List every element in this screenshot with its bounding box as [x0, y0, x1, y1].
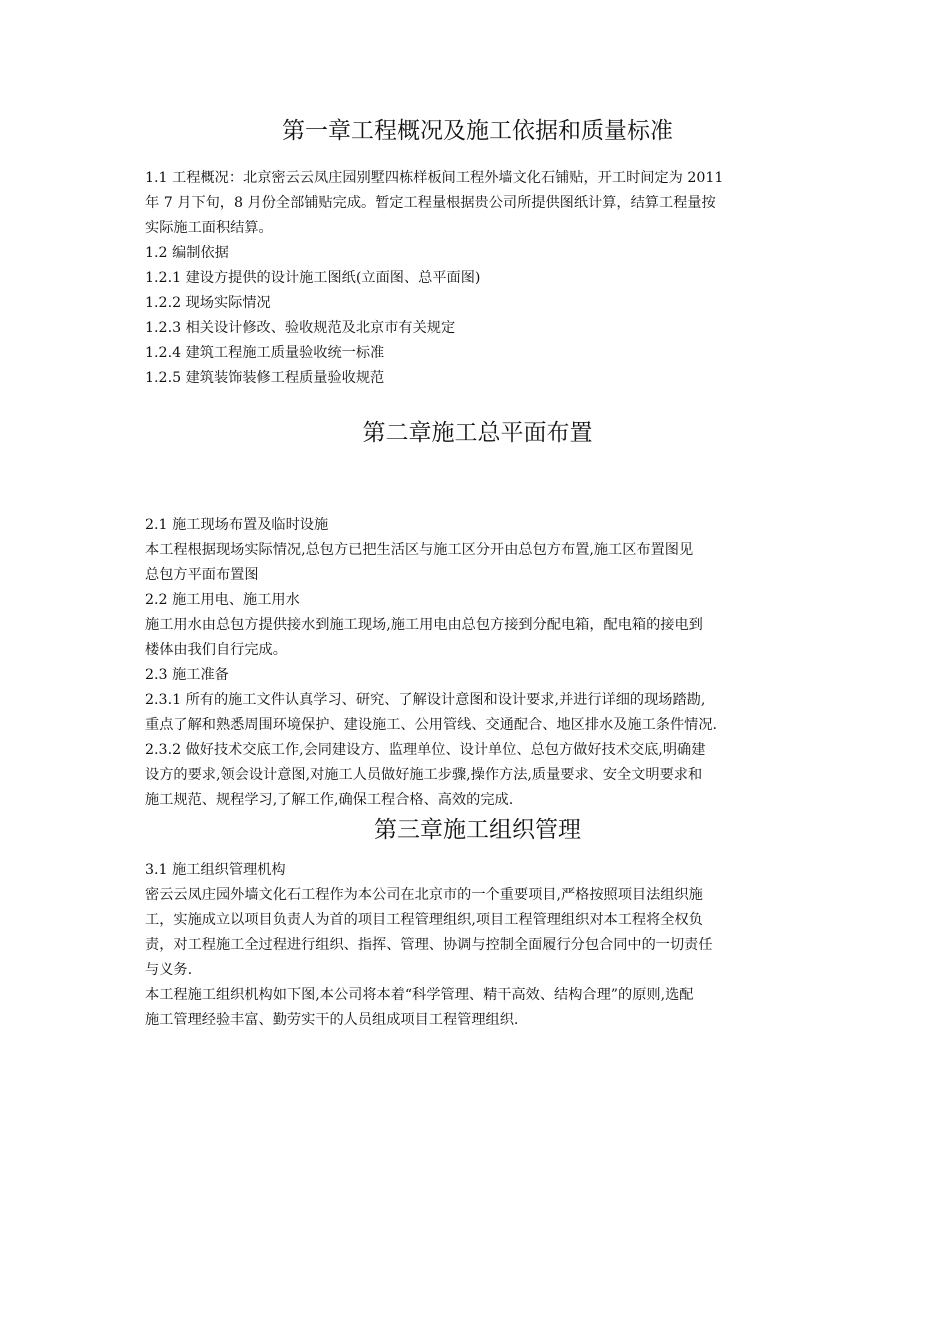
chapter-3-title: 第三章施工组织管理 [374, 817, 581, 843]
paragraph-line: 工，实施成立以项目负责人为首的项目工程管理组织,项目工程管理组织对本工程将全权负 [145, 912, 703, 928]
list-item: 1.2.2 现场实际情况 [145, 295, 271, 311]
section-heading: 2.2 施工用电、施工用水 [145, 592, 300, 608]
paragraph-line: 重点了解和熟悉周围环境保护、建设施工、公用管线、交通配合、地区排水及施工条件情况. [145, 717, 718, 733]
list-item: 1.2.1 建设方提供的设计施工图纸(立面图、总平面图) [145, 270, 481, 286]
paragraph-line: 施工用水由总包方提供接水到施工现场,施工用电由总包方接到分配电箱，配电箱的接电到 [145, 617, 703, 633]
section-heading: 2.1 施工现场布置及临时设施 [145, 517, 329, 533]
paragraph-line: 密云云凤庄园外墙文化石工程作为本公司在北京市的一个重要项目,严格按照项目法组织施 [145, 887, 703, 903]
section-heading: 1.2 编制依据 [145, 245, 229, 261]
list-item: 1.2.3 相关设计修改、验收规范及北京市有关规定 [145, 320, 456, 336]
list-item: 1.2.4 建筑工程施工质量验收统一标准 [145, 345, 385, 361]
paragraph-line: 年 7 月下旬，8 月份全部铺贴完成。暂定工程量根据贵公司所提供图纸计算，结算工程量按 [145, 195, 716, 211]
paragraph-line: 总包方平面布置图 [145, 567, 259, 583]
list-item: 1.2.5 建筑装饰装修工程质量验收规范 [145, 370, 385, 386]
paragraph-line: 本工程施工组织机构如下图,本公司将本着“科学管理、精干高效、结构合理”的原则,选配 [145, 987, 694, 1003]
paragraph-line: 施工管理经验丰富、勤劳实干的人员组成项目工程管理组织. [145, 1012, 519, 1028]
paragraph-line: 施工规范、规程学习,了解工作,确保工程合格、高效的完成. [145, 792, 514, 808]
paragraph-line: 设方的要求,领会设计意图,对施工人员做好施工步骤,操作方法,质量要求、安全文明要求和 [145, 767, 703, 783]
paragraph-line: 责，对工程施工全过程进行组织、指挥、管理、协调与控制全面履行分包合同中的一切责任 [145, 937, 713, 953]
section-heading: 3.1 施工组织管理机构 [145, 862, 286, 878]
paragraph-line: 2.3.1 所有的施工文件认真学习、研究、了解设计意图和设计要求,并进行详细的现场踏勘, [145, 692, 706, 708]
chapter-2-title: 第二章施工总平面布置 [362, 420, 593, 446]
paragraph-line: 2.3.2 做好技术交底工作,会同建设方、监理单位、设计单位、总包方做好技术交底,明确建 [145, 742, 706, 758]
chapter-1-title: 第一章工程概况及施工依据和质量标准 [282, 118, 673, 144]
paragraph-line: 本工程根据现场实际情况,总包方已把生活区与施工区分开由总包方布置,施工区布置图见 [145, 542, 694, 558]
section-heading: 2.3 施工准备 [145, 667, 229, 683]
paragraph-line: 实际施工面积结算。 [145, 220, 273, 236]
paragraph-line: 1.1 工程概况：北京密云云凤庄园别墅四栋样板间工程外墙文化石铺贴，开工时间定为 2011 [145, 170, 724, 186]
paragraph-line: 与义务. [145, 962, 193, 978]
paragraph-line: 楼体由我们自行完成。 [145, 642, 287, 658]
